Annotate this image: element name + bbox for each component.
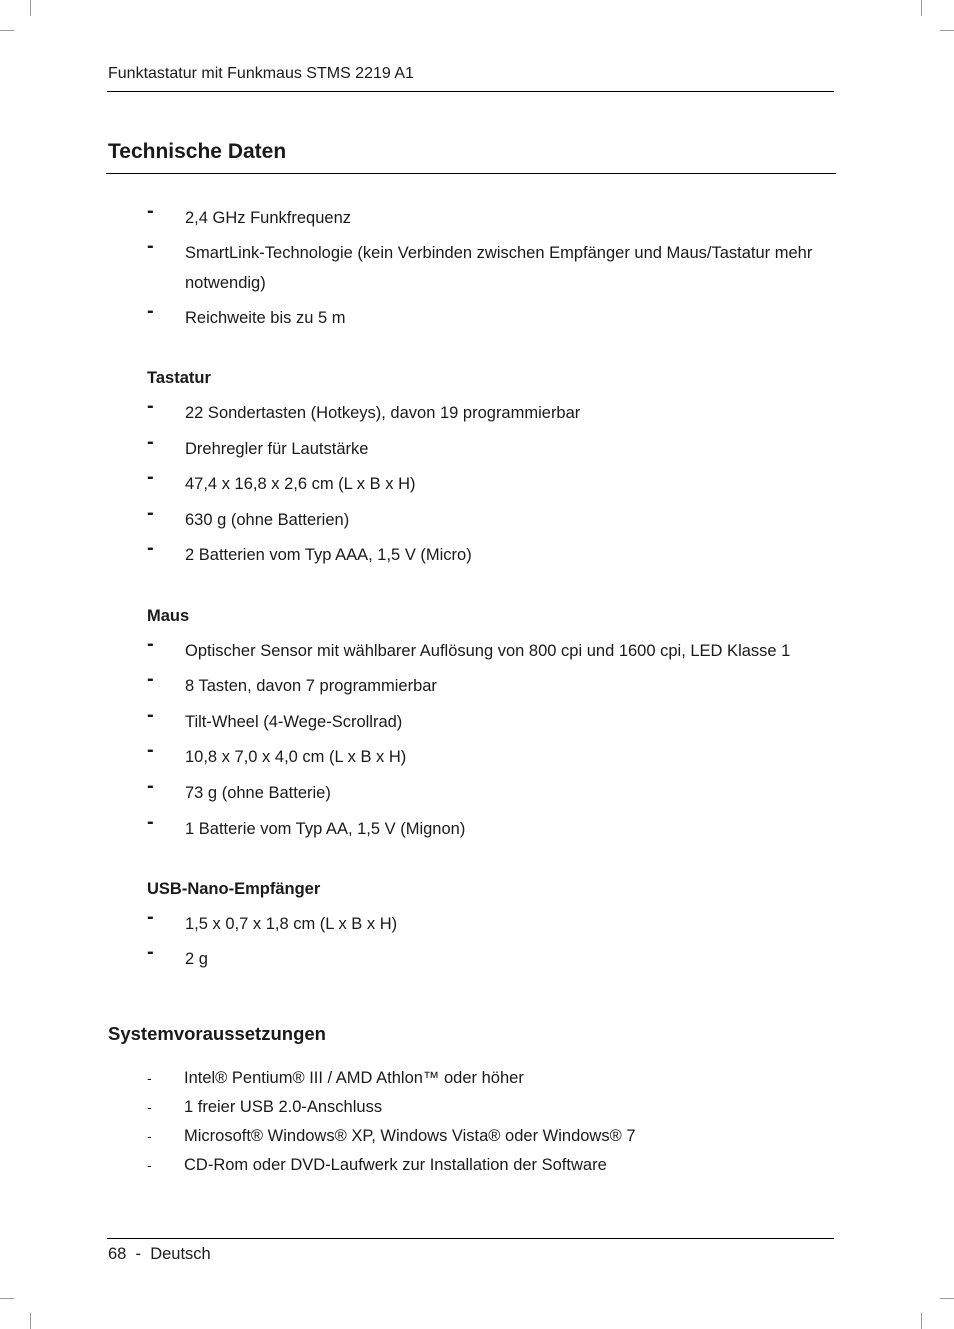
bullet: - (147, 1099, 152, 1115)
list-item (147, 704, 819, 738)
list-item (147, 431, 819, 465)
list-item (147, 235, 819, 298)
list-item (147, 395, 819, 429)
list-item (147, 466, 819, 500)
list-item-text: 2 Batterien vom Typ AAA, 1,5 V (Micro) (185, 546, 472, 564)
list-item-text: SmartLink-Technologie (kein Verbinden zwischen Empfänger und Maus/Tastatur mehr notwendig) (185, 244, 813, 292)
footer-rule (107, 1238, 834, 1239)
header-rule (107, 91, 834, 92)
list-item-text: 10,8 x 7,0 x 4,0 cm (L x B x H) (185, 748, 407, 766)
bullet: - (147, 775, 154, 797)
crop-mark (0, 1298, 14, 1299)
subsection-title-receiver: USB-Nano-Empfänger (147, 880, 321, 898)
bullet: - (147, 704, 154, 726)
list-item (147, 1067, 807, 1089)
crop-mark (30, 1313, 31, 1329)
bullet: - (147, 502, 154, 524)
crop-mark (940, 1298, 954, 1299)
subsection-title-mouse: Maus (147, 607, 190, 625)
list-item-text: 1 freier USB 2.0-Anschluss (184, 1098, 383, 1116)
subsection-title-keyboard: Tastatur (147, 369, 211, 387)
list-item-text: Drehregler für Lautstärke (185, 440, 369, 458)
bullet: - (147, 466, 154, 488)
list-item-text: 1 Batterie vom Typ AA, 1,5 V (Mignon) (185, 820, 466, 838)
list-item (147, 668, 819, 702)
list-item (147, 200, 819, 234)
footer-language: Deutsch (150, 1245, 211, 1263)
header-title: Funktastatur mit Funkmaus STMS 2219 A1 (108, 65, 414, 82)
crop-mark (0, 30, 14, 31)
bullet: - (147, 395, 154, 417)
list-item (147, 906, 819, 940)
section-title-system-requirements: Systemvoraussetzungen (108, 1023, 326, 1044)
bullet: - (147, 633, 154, 655)
list-item-text: 630 g (ohne Batterien) (185, 511, 350, 529)
footer-separator: - (135, 1245, 142, 1263)
list-item (147, 1096, 807, 1118)
bullet: - (147, 1157, 152, 1173)
list-item-text: 47,4 x 16,8 x 2,6 cm (L x B x H) (185, 475, 416, 493)
bullet: - (147, 537, 154, 559)
crop-mark (940, 30, 954, 31)
section-rule (106, 173, 836, 174)
bullet: - (147, 668, 154, 690)
list-item (147, 1125, 807, 1147)
section-title-technical-data: Technische Daten (108, 140, 287, 163)
list-item-text: Optischer Sensor mit wählbarer Auflösung von 800 cpi und 1600 cpi, LED Klasse 1 (185, 642, 791, 660)
bullet: - (147, 739, 154, 761)
list-item-text: 1,5 x 0,7 x 1,8 cm (L x B x H) (185, 915, 398, 933)
bullet: - (147, 300, 154, 322)
list-item-text: CD-Rom oder DVD-Laufwerk zur Installation der Software (184, 1156, 607, 1174)
bullet: - (147, 1128, 152, 1144)
list-item-text: Intel® Pentium® III / AMD Athlon™ oder höher (184, 1069, 524, 1087)
page-header (108, 63, 833, 85)
list-item (147, 300, 819, 334)
crop-mark (921, 0, 922, 16)
list-item (147, 739, 819, 773)
list-item-text: 22 Sondertasten (Hotkeys), davon 19 programmierbar (185, 404, 581, 422)
bullet: - (147, 906, 154, 928)
bullet: - (147, 431, 154, 453)
list-item (147, 633, 819, 667)
bullet: - (147, 941, 154, 963)
list-item (147, 1154, 807, 1176)
list-item (147, 502, 819, 536)
list-item-text: Microsoft® Windows® XP, Windows Vista® oder Windows® 7 (184, 1127, 636, 1145)
list-item-text: 2 g (185, 950, 208, 968)
bullet: - (147, 200, 154, 222)
crop-mark (30, 0, 31, 16)
list-item (147, 811, 819, 845)
bullet: - (147, 811, 154, 833)
list-item-text: 8 Tasten, davon 7 programmierbar (185, 677, 437, 695)
list-item (147, 941, 819, 975)
list-item-text: 73 g (ohne Batterie) (185, 784, 331, 802)
page-footer (108, 1243, 211, 1265)
bullet: - (147, 235, 154, 257)
list-item (147, 537, 819, 571)
list-item-text: 2,4 GHz Funkfrequenz (185, 209, 351, 227)
list-item-text: Tilt-Wheel (4-Wege-Scrollrad) (185, 713, 403, 731)
list-item-text: Reichweite bis zu 5 m (185, 309, 346, 327)
crop-mark (921, 1313, 922, 1329)
bullet: - (147, 1070, 152, 1086)
list-item (147, 775, 819, 809)
page-number: 68 (108, 1245, 127, 1263)
